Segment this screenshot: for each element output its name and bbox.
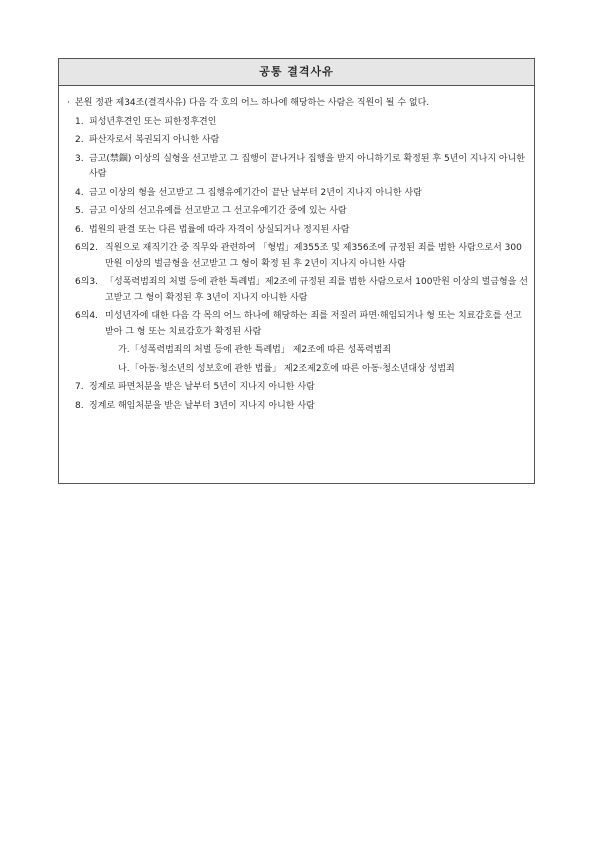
intro-text: 본원 정관 제34조(결격사유) 다음 각 호의 어느 하나에 해당하는 사람은 직원이 될 수 없다. — [75, 98, 430, 108]
box-title: 공통 결격사유 — [59, 59, 534, 86]
item-text: 징계로 파면처분을 받은 날부터 5년이 지나지 아니한 사람 — [89, 382, 315, 392]
sub-item-ga — [118, 343, 530, 359]
item-text: 징계로 해임처분을 받은 날부터 3년이 지나지 아니한 사람 — [89, 400, 315, 411]
sub-item-text: 「성폭력범죄의 처벌 등에 관한 특례법」 제2조에 따른 성폭력범죄 — [130, 345, 392, 355]
item-number: 8. — [75, 400, 84, 411]
box-body — [59, 86, 534, 414]
item-text: 금고 이상의 선고유예를 선고받고 그 선고유예기간 중에 있는 사람 — [89, 206, 347, 216]
item-number: 7. — [75, 382, 84, 392]
item-text: 파산자로서 복권되지 아니한 사람 — [89, 135, 220, 145]
item-number: 6의2. — [75, 243, 99, 253]
bullet-icon: · — [67, 98, 70, 108]
list-item-8 — [75, 399, 530, 415]
list-item-6 — [75, 223, 530, 239]
disqualification-box — [58, 58, 535, 484]
sub-item-number: 나. — [118, 363, 130, 374]
list-item-7 — [75, 380, 530, 396]
item-number: 5. — [75, 206, 84, 216]
sub-item-text: 「아동·청소년의 성보호에 관한 법률」 제2조제2호에 따른 아동·청소년대상 성범죄 — [130, 363, 455, 374]
list-item-6-2 — [75, 241, 530, 272]
item-number: 3. — [75, 153, 84, 164]
item-number: 6. — [75, 224, 84, 235]
sub-item-na — [118, 362, 530, 378]
list-item-4 — [75, 186, 530, 202]
item-text: 피성년후견인 또는 피한정후견인 — [89, 116, 217, 127]
list-item-3 — [75, 152, 530, 183]
item-text: 금고 이상의 형을 선고받고 그 집행유예기간이 끝난 날부터 2년이 지나지 아니한 사람 — [89, 187, 422, 198]
item-text: 「성폭력범죄의 처벌 등에 관한 특례법」제2조에 규정된 죄를 범한 사람으로서 100만원 이상의 벌금형을 선고받고 그 형이 확정된 후 3년이 지나지 아니한 사람 — [105, 277, 528, 303]
item-text: 법원의 판결 또는 다른 법률에 따라 자격이 상실되거나 정지된 사람 — [89, 224, 350, 235]
list-item-6-4 — [75, 309, 530, 340]
item-number: 2. — [75, 135, 84, 145]
item-text: 미성년자에 대한 다음 각 목의 어느 하나에 해당하는 죄를 저질러 파면·해임되거나 형 또는 치료감호를 선고받아 그 형 또는 치료감호가 확정된 사람 — [105, 311, 522, 337]
item-number: 6의3. — [75, 277, 99, 287]
list-item-2 — [75, 133, 530, 149]
list-item-1 — [75, 115, 530, 131]
sub-item-number: 가. — [118, 345, 130, 355]
item-number: 1. — [75, 116, 84, 127]
intro-paragraph — [67, 96, 530, 112]
item-text: 금고(禁錮) 이상의 실형을 선고받고 그 집행이 끝나거나 집행을 받지 아니하기로 확정된 후 5년이 지나지 아니한 사람 — [89, 153, 525, 179]
list-item-6-3 — [75, 275, 530, 306]
item-text: 직원으로 재직기간 중 직무와 관련하여 「형법」제355조 및 제356조에 규정된 죄를 범한 사람으로서 300만원 이상의 벌금형을 선고받고 그 형이 확정 된 후 2년이 지나지 아니한 사람 — [105, 243, 522, 269]
item-number: 6의4. — [75, 311, 99, 321]
item-number: 4. — [75, 187, 84, 198]
list-item-5 — [75, 204, 530, 220]
